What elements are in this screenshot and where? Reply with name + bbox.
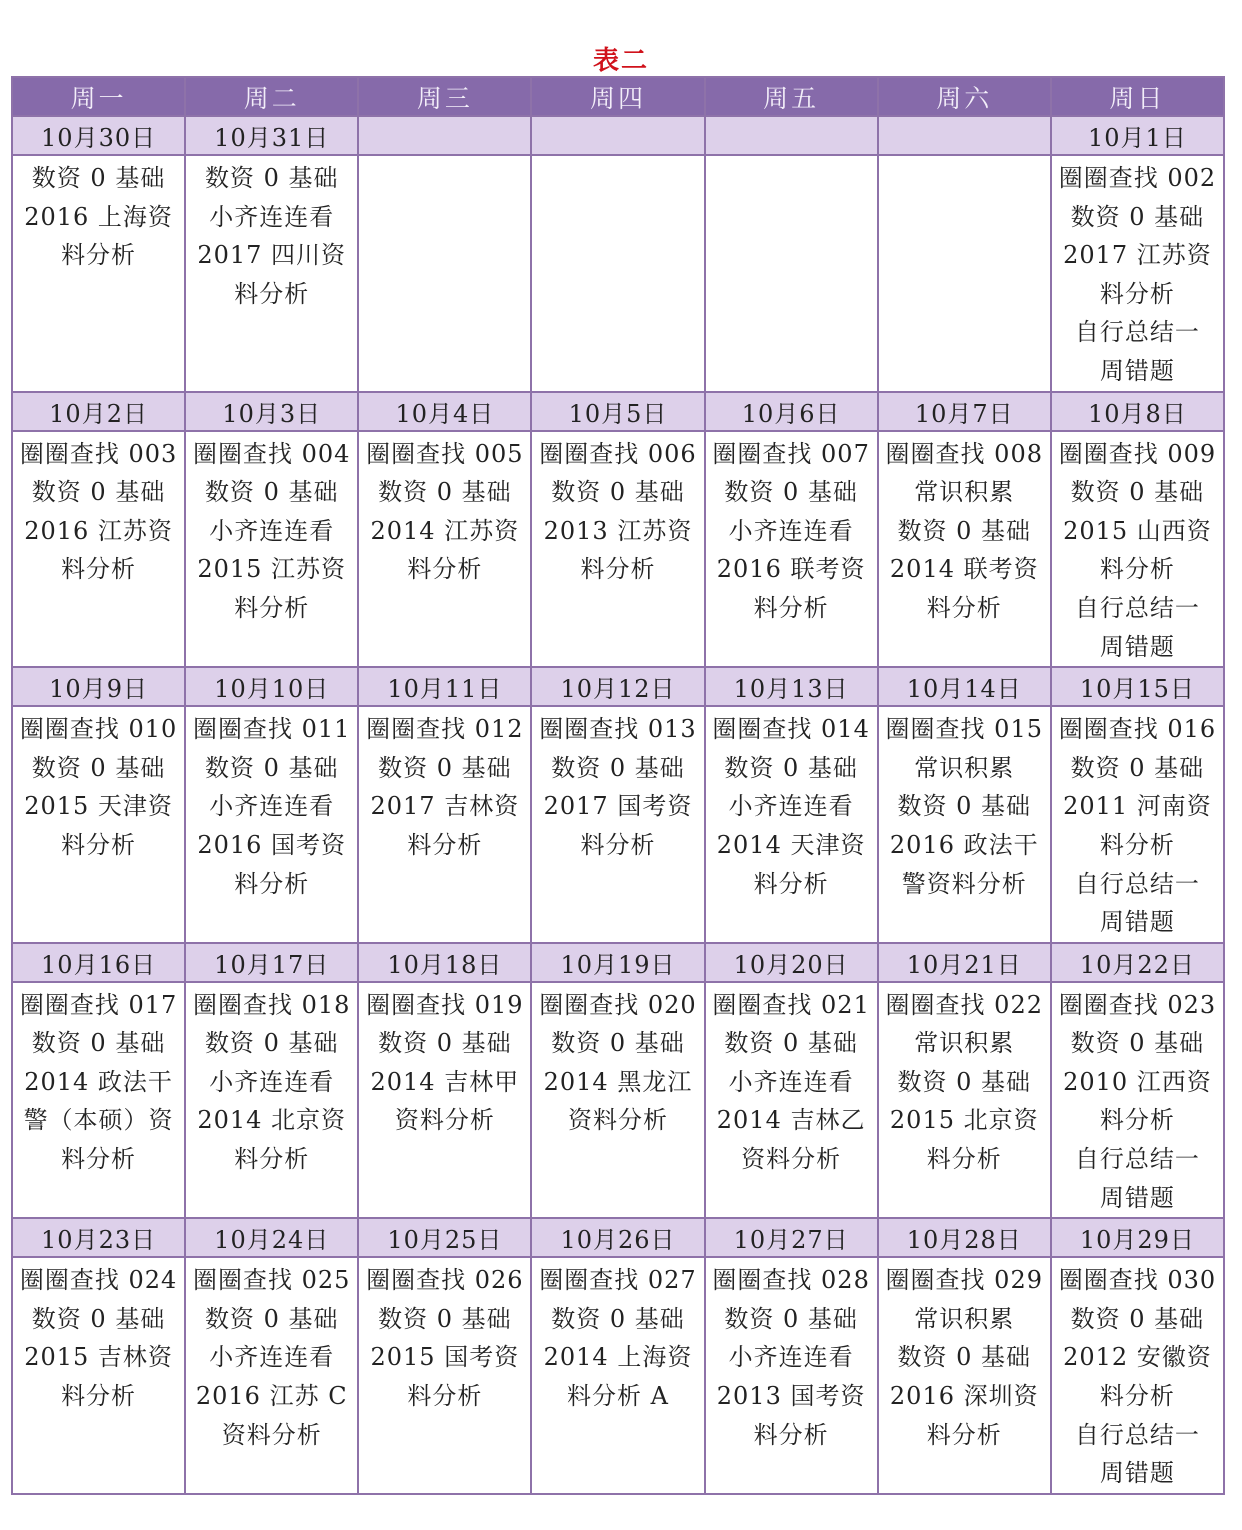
weekday-header: 周六 [878, 77, 1051, 116]
task-line: 数资 0 基础 [1070, 478, 1205, 507]
task-line: 资料分析 [221, 1420, 322, 1449]
task-line: 料分析 [61, 1382, 137, 1411]
task-line: 圈圈查找 020 [539, 990, 697, 1019]
task-line: 小齐连连看 [728, 792, 854, 821]
task-line: 2014 江苏资 [370, 516, 520, 545]
task-line: 2012 安徽资 [1063, 1343, 1212, 1372]
date-cell: 10月27日 [705, 1218, 878, 1257]
task-line: 料分析 [234, 279, 310, 308]
task-cell [12, 431, 185, 668]
task-line: 料分析 [61, 1145, 137, 1174]
task-line: 数资 0 基础 [551, 478, 685, 507]
task-line: 料分析 [926, 1420, 1002, 1449]
task-line: 2016 深圳资 [889, 1382, 1039, 1411]
task-line: 周错题 [1099, 356, 1175, 385]
task-line: 2013 国考资 [716, 1382, 866, 1411]
date-row [12, 667, 1224, 706]
task-line: 数资 0 基础 [378, 753, 512, 782]
date-cell: 10月16日 [12, 943, 185, 982]
task-line: 圈圈查找 029 [885, 1266, 1043, 1295]
task-line: 数资 0 基础 [724, 753, 858, 782]
date-cell: 10月30日 [12, 116, 185, 155]
task-cell [878, 431, 1051, 668]
date-cell: 10月21日 [878, 943, 1051, 982]
date-cell: 10月23日 [12, 1218, 185, 1257]
task-line: 警资料分析 [901, 869, 1027, 898]
task-line: 2017 吉林资 [370, 792, 520, 821]
date-cell: 10月25日 [358, 1218, 531, 1257]
task-cell [12, 1257, 185, 1494]
date-cell: 10月28日 [878, 1218, 1051, 1257]
task-line: 2015 吉林资 [24, 1343, 173, 1372]
task-line: 2016 江苏 C [195, 1382, 348, 1411]
task-line: 数资 0 基础 [897, 792, 1032, 821]
task-line: 小齐连连看 [728, 1343, 854, 1372]
task-row [12, 1257, 1224, 1494]
task-line: 2015 国考资 [370, 1343, 520, 1372]
date-cell: 10月18日 [358, 943, 531, 982]
task-cell [705, 155, 878, 392]
date-cell: 10月6日 [705, 392, 878, 431]
date-cell: 10月24日 [185, 1218, 358, 1257]
task-line: 数资 0 基础 [204, 753, 339, 782]
date-cell [878, 116, 1051, 155]
task-line: 2014 吉林甲 [370, 1067, 520, 1096]
task-cell [1051, 155, 1224, 392]
task-line: 数资 0 基础 [1070, 753, 1205, 782]
task-line: 圈圈查找 011 [192, 715, 351, 744]
task-cell [1051, 706, 1224, 943]
task-line: 数资 0 基础 [897, 516, 1032, 545]
weekday-header: 周二 [185, 77, 358, 116]
task-line: 警（本硕）资 [23, 1106, 174, 1135]
task-line: 小齐连连看 [728, 1067, 854, 1096]
task-cell [185, 982, 358, 1219]
task-line: 2013 江苏资 [543, 516, 693, 545]
date-cell: 10月22日 [1051, 943, 1224, 982]
task-line: 料分析 [407, 1382, 483, 1411]
date-cell: 10月14日 [878, 667, 1051, 706]
task-line: 小齐连连看 [209, 1343, 335, 1372]
date-cell: 10月19日 [531, 943, 704, 982]
task-line: 料分析 [580, 830, 656, 859]
task-line: 数资 0 基础 [204, 478, 339, 507]
task-row [12, 431, 1224, 668]
task-line: 2010 江西资 [1063, 1067, 1212, 1096]
date-cell: 10月7日 [878, 392, 1051, 431]
task-line: 2016 联考资 [716, 555, 866, 584]
task-cell [531, 706, 704, 943]
task-line: 料分析 [926, 1145, 1002, 1174]
task-line: 料分析 [753, 593, 829, 622]
task-line: 周错题 [1099, 632, 1175, 661]
table-title: 表二 [592, 46, 649, 76]
task-line: 料分析 [61, 830, 137, 859]
task-cell [878, 982, 1051, 1219]
task-cell [531, 431, 704, 668]
task-row [12, 982, 1224, 1219]
task-line: 数资 0 基础 [724, 1029, 858, 1058]
task-line: 圈圈查找 021 [712, 990, 870, 1019]
task-line: 圈圈查找 010 [19, 715, 178, 744]
task-line: 周错题 [1099, 1459, 1175, 1488]
task-line: 2014 联考资 [889, 555, 1039, 584]
task-line: 圈圈查找 005 [366, 439, 524, 468]
task-cell [1051, 982, 1224, 1219]
task-line: 周错题 [1099, 1183, 1175, 1212]
task-line: 圈圈查找 017 [19, 990, 178, 1019]
task-cell [705, 431, 878, 668]
task-line: 自行总结一 [1074, 869, 1200, 898]
date-cell: 10月31日 [185, 116, 358, 155]
task-line: 数资 0 基础 [378, 478, 512, 507]
task-line: 圈圈查找 023 [1058, 990, 1217, 1019]
task-line: 数资 0 基础 [1070, 1029, 1205, 1058]
task-cell [12, 155, 185, 392]
task-line: 数资 0 基础 [378, 1029, 512, 1058]
task-line: 自行总结一 [1074, 1145, 1200, 1174]
task-line: 料分析 [234, 593, 310, 622]
task-line: 2016 政法干 [889, 830, 1039, 859]
task-line: 圈圈查找 006 [539, 439, 697, 468]
task-line: 2015 北京资 [889, 1106, 1039, 1135]
task-line: 2015 江苏资 [197, 555, 347, 584]
date-row [12, 116, 1224, 155]
date-cell: 10月3日 [185, 392, 358, 431]
task-line: 数资 0 基础 [724, 478, 858, 507]
task-line: 数资 0 基础 [551, 1304, 685, 1333]
task-line: 圈圈查找 019 [366, 990, 524, 1019]
task-cell [358, 431, 531, 668]
task-line: 料分析 A [567, 1382, 669, 1411]
task-line: 圈圈查找 016 [1058, 715, 1217, 744]
task-line: 圈圈查找 007 [712, 439, 870, 468]
task-line: 圈圈查找 013 [539, 715, 697, 744]
task-line: 小齐连连看 [209, 202, 335, 231]
task-cell [531, 982, 704, 1219]
date-cell: 10月1日 [1051, 116, 1224, 155]
date-cell: 10月5日 [531, 392, 704, 431]
task-line: 料分析 [1099, 279, 1175, 308]
task-line: 数资 0 基础 [204, 1304, 339, 1333]
date-cell: 10月15日 [1051, 667, 1224, 706]
weekday-header-row [12, 77, 1224, 116]
task-line: 2016 江苏资 [24, 516, 173, 545]
task-line: 小齐连连看 [209, 1067, 335, 1096]
task-line: 2014 上海资 [543, 1343, 693, 1372]
date-row [12, 943, 1224, 982]
task-cell [705, 706, 878, 943]
task-line: 圈圈查找 002 [1058, 164, 1217, 192]
task-cell [358, 982, 531, 1219]
weekday-header: 周日 [1051, 77, 1224, 116]
task-line: 数资 0 基础 [204, 164, 339, 192]
task-line: 资料分析 [567, 1106, 668, 1135]
weeks-body [12, 116, 1224, 1494]
task-cell [358, 155, 531, 392]
task-line: 2016 国考资 [197, 830, 347, 859]
task-cell [531, 1257, 704, 1494]
task-line: 圈圈查找 024 [19, 1266, 178, 1295]
task-line: 圈圈查找 030 [1058, 1266, 1217, 1295]
task-line: 料分析 [234, 1145, 310, 1174]
task-line: 数资 0 基础 [897, 1067, 1032, 1096]
task-line: 料分析 [1099, 1106, 1175, 1135]
task-line: 数资 0 基础 [724, 1304, 858, 1333]
date-cell: 10月9日 [12, 667, 185, 706]
task-line: 料分析 [926, 593, 1002, 622]
task-line: 圈圈查找 012 [366, 715, 524, 744]
task-cell [705, 1257, 878, 1494]
task-line: 数资 0 基础 [378, 1304, 512, 1333]
task-line: 料分析 [580, 555, 656, 584]
task-line: 小齐连连看 [728, 516, 854, 545]
task-line: 圈圈查找 025 [192, 1266, 351, 1295]
task-line: 2011 河南资 [1063, 792, 1212, 821]
task-line: 数资 0 基础 [31, 1029, 166, 1058]
task-line: 常识积累 [914, 1304, 1015, 1333]
task-line: 2014 政法干 [24, 1067, 173, 1096]
task-line: 圈圈查找 008 [885, 439, 1043, 468]
task-line: 数资 0 基础 [31, 164, 166, 192]
task-line: 2017 国考资 [543, 792, 693, 821]
task-line: 料分析 [1099, 555, 1175, 584]
date-cell: 10月29日 [1051, 1218, 1224, 1257]
date-cell: 10月4日 [358, 392, 531, 431]
task-row [12, 155, 1224, 392]
task-line: 圈圈查找 009 [1058, 439, 1217, 468]
task-cell [185, 155, 358, 392]
task-line: 圈圈查找 027 [539, 1266, 697, 1295]
task-line: 自行总结一 [1074, 1420, 1200, 1449]
task-line: 2014 天津资 [716, 830, 866, 859]
weekday-header: 周四 [531, 77, 704, 116]
task-line: 圈圈查找 018 [192, 990, 351, 1019]
task-line: 数资 0 基础 [551, 753, 685, 782]
task-row [12, 706, 1224, 943]
task-cell [1051, 1257, 1224, 1494]
task-cell [531, 155, 704, 392]
task-line: 自行总结一 [1074, 593, 1200, 622]
task-line: 料分析 [61, 555, 137, 584]
task-cell [185, 706, 358, 943]
task-cell [1051, 431, 1224, 668]
task-line: 2015 山西资 [1063, 516, 1212, 545]
task-line: 2014 黑龙江 [543, 1067, 693, 1096]
task-line: 数资 0 基础 [31, 478, 166, 507]
task-line: 资料分析 [394, 1106, 495, 1135]
task-line: 自行总结一 [1074, 318, 1200, 347]
task-cell [12, 982, 185, 1219]
date-cell: 10月20日 [705, 943, 878, 982]
date-cell [531, 116, 704, 155]
task-cell [185, 1257, 358, 1494]
task-line: 常识积累 [914, 1029, 1015, 1058]
date-cell [358, 116, 531, 155]
date-row [12, 1218, 1224, 1257]
task-line: 2016 上海资 [24, 202, 173, 231]
task-line: 圈圈查找 015 [885, 715, 1043, 744]
task-cell [878, 706, 1051, 943]
task-line: 2015 天津资 [24, 792, 173, 821]
date-cell: 10月26日 [531, 1218, 704, 1257]
task-line: 圈圈查找 004 [192, 439, 351, 468]
date-cell: 10月17日 [185, 943, 358, 982]
task-line: 数资 0 基础 [31, 1304, 166, 1333]
task-line: 圈圈查找 028 [712, 1266, 870, 1295]
task-cell [705, 982, 878, 1219]
task-line: 数资 0 基础 [1070, 202, 1205, 231]
date-cell: 10月13日 [705, 667, 878, 706]
task-line: 料分析 [234, 869, 310, 898]
task-cell [12, 706, 185, 943]
task-line: 2014 北京资 [197, 1106, 347, 1135]
schedule-table [11, 76, 1225, 1495]
task-line: 圈圈查找 022 [885, 990, 1043, 1019]
task-line: 数资 0 基础 [31, 753, 166, 782]
task-line: 周错题 [1099, 908, 1175, 937]
weekday-header: 周一 [12, 77, 185, 116]
task-line: 料分析 [753, 1420, 829, 1449]
date-cell: 10月8日 [1051, 392, 1224, 431]
task-line: 数资 0 基础 [204, 1029, 339, 1058]
task-cell [358, 1257, 531, 1494]
task-line: 数资 0 基础 [1070, 1304, 1205, 1333]
task-line: 料分析 [407, 830, 483, 859]
task-line: 常识积累 [914, 753, 1015, 782]
date-cell: 10月11日 [358, 667, 531, 706]
date-row [12, 392, 1224, 431]
task-line: 小齐连连看 [209, 792, 335, 821]
task-line: 圈圈查找 014 [712, 715, 870, 744]
task-line: 料分析 [1099, 830, 1175, 859]
task-cell [185, 431, 358, 668]
task-line: 常识积累 [914, 478, 1015, 507]
task-line: 小齐连连看 [209, 516, 335, 545]
task-line: 数资 0 基础 [551, 1029, 685, 1058]
date-cell: 10月2日 [12, 392, 185, 431]
date-cell: 10月10日 [185, 667, 358, 706]
task-line: 料分析 [407, 555, 483, 584]
date-cell [705, 116, 878, 155]
task-line: 圈圈查找 003 [19, 439, 178, 468]
task-line: 2014 吉林乙 [716, 1106, 866, 1135]
date-cell: 10月12日 [531, 667, 704, 706]
task-line: 料分析 [1099, 1382, 1175, 1411]
weekday-header: 周三 [358, 77, 531, 116]
task-line: 资料分析 [741, 1145, 842, 1174]
task-line: 2017 四川资 [197, 241, 347, 270]
task-line: 2017 江苏资 [1063, 241, 1212, 270]
task-line: 料分析 [753, 869, 829, 898]
weekday-header: 周五 [705, 77, 878, 116]
task-line: 数资 0 基础 [897, 1343, 1032, 1372]
task-line: 料分析 [61, 241, 137, 270]
task-cell [878, 155, 1051, 392]
task-line: 圈圈查找 026 [366, 1266, 524, 1295]
task-cell [358, 706, 531, 943]
task-cell [878, 1257, 1051, 1494]
